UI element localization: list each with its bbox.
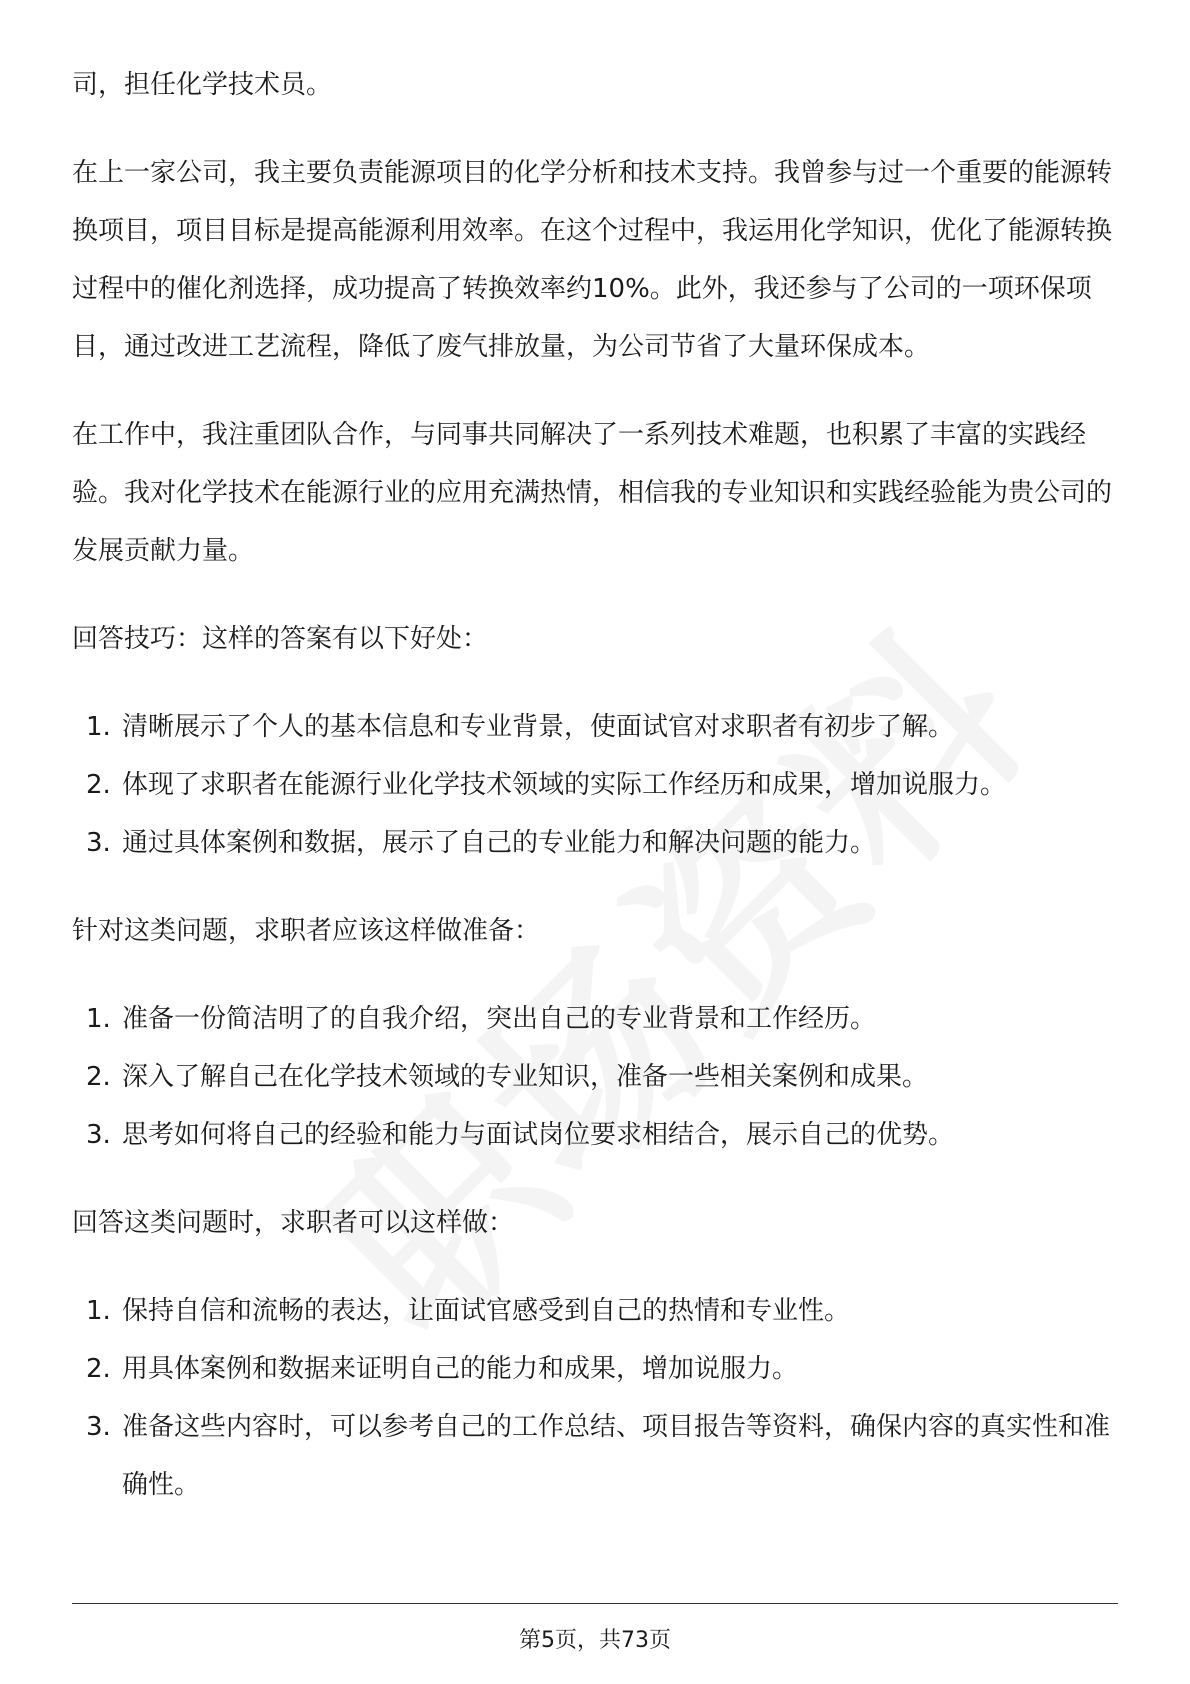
answer-list <box>72 1282 1122 1514</box>
list-item-text: 通过具体案例和数据，展示了自己的专业能力和解决问题的能力。 <box>122 828 877 858</box>
paragraph-experience: 在上一家公司，我主要负责能源项目的化学分析和技术支持。我曾参与过一个重要的能源转换项目，项目目标是提高能源利用效率。在这个过程中，我运用化学知识，优化了能源转换过程中的催化剂选择，成功提高了转换效率约10%。此外，我还参与了公司的一项环保项目，通过改进工艺流程，降低了废气排放量，为公司节省了大量环保成本。 <box>72 158 1113 362</box>
paragraph-teamwork: 在工作中，我注重团队合作，与同事共同解决了一系列技术难题，也积累了丰富的实践经验。我对化学技术在能源行业的应用充满热情，相信我的专业知识和实践经验能为贵公司的发展贡献力量。 <box>72 420 1113 566</box>
tips-heading: 回答技巧：这样的答案有以下好处： <box>72 624 489 654</box>
prep-heading: 针对这类问题，求职者应该这样做准备： <box>72 916 541 946</box>
list-item <box>72 1398 1122 1514</box>
list-number: 3. <box>86 828 111 858</box>
page-number: 第5页，共73页 <box>519 1628 671 1653</box>
list-number: 3. <box>86 1412 111 1442</box>
list-item-text: 保持自信和流畅的表达，让面试官感受到自己的热情和专业性。 <box>122 1296 851 1326</box>
document-body <box>72 56 1122 1544</box>
tips-list <box>72 698 1122 872</box>
list-item-text: 思考如何将自己的经验和能力与面试岗位要求相结合，展示自己的优势。 <box>122 1120 955 1150</box>
list-item-text: 体现了求职者在能源行业化学技术领域的实际工作经历和成果，增加说服力。 <box>122 770 1007 800</box>
list-number: 2. <box>86 770 111 800</box>
list-number: 1. <box>86 1296 111 1326</box>
footer-divider <box>72 1603 1118 1604</box>
list-number: 3. <box>86 1120 111 1150</box>
list-item <box>72 698 1122 756</box>
list-item <box>72 1340 1122 1398</box>
list-item <box>72 756 1122 814</box>
list-number: 2. <box>86 1062 111 1092</box>
list-item-text: 清晰展示了个人的基本信息和专业背景，使面试官对求职者有初步了解。 <box>122 712 955 742</box>
prep-list <box>72 990 1122 1164</box>
answer-heading: 回答这类问题时，求职者可以这样做： <box>72 1208 515 1238</box>
list-number: 1. <box>86 1004 111 1034</box>
list-number: 1. <box>86 712 111 742</box>
list-number: 2. <box>86 1354 111 1384</box>
list-item <box>72 814 1122 872</box>
list-item-text: 准备这些内容时，可以参考自己的工作总结、项目报告等资料，确保内容的真实性和准确性。 <box>122 1412 1111 1500</box>
list-item <box>72 1106 1122 1164</box>
list-item-text: 准备一份简洁明了的自我介绍，突出自己的专业背景和工作经历。 <box>122 1004 877 1034</box>
list-item <box>72 1048 1122 1106</box>
list-item <box>72 1282 1122 1340</box>
list-item-text: 用具体案例和数据来证明自己的能力和成果，增加说服力。 <box>122 1354 799 1384</box>
list-item <box>72 990 1122 1048</box>
paragraph-intro-end: 司，担任化学技术员。 <box>72 70 333 100</box>
list-item-text: 深入了解自己在化学技术领域的专业知识，准备一些相关案例和成果。 <box>122 1062 929 1092</box>
